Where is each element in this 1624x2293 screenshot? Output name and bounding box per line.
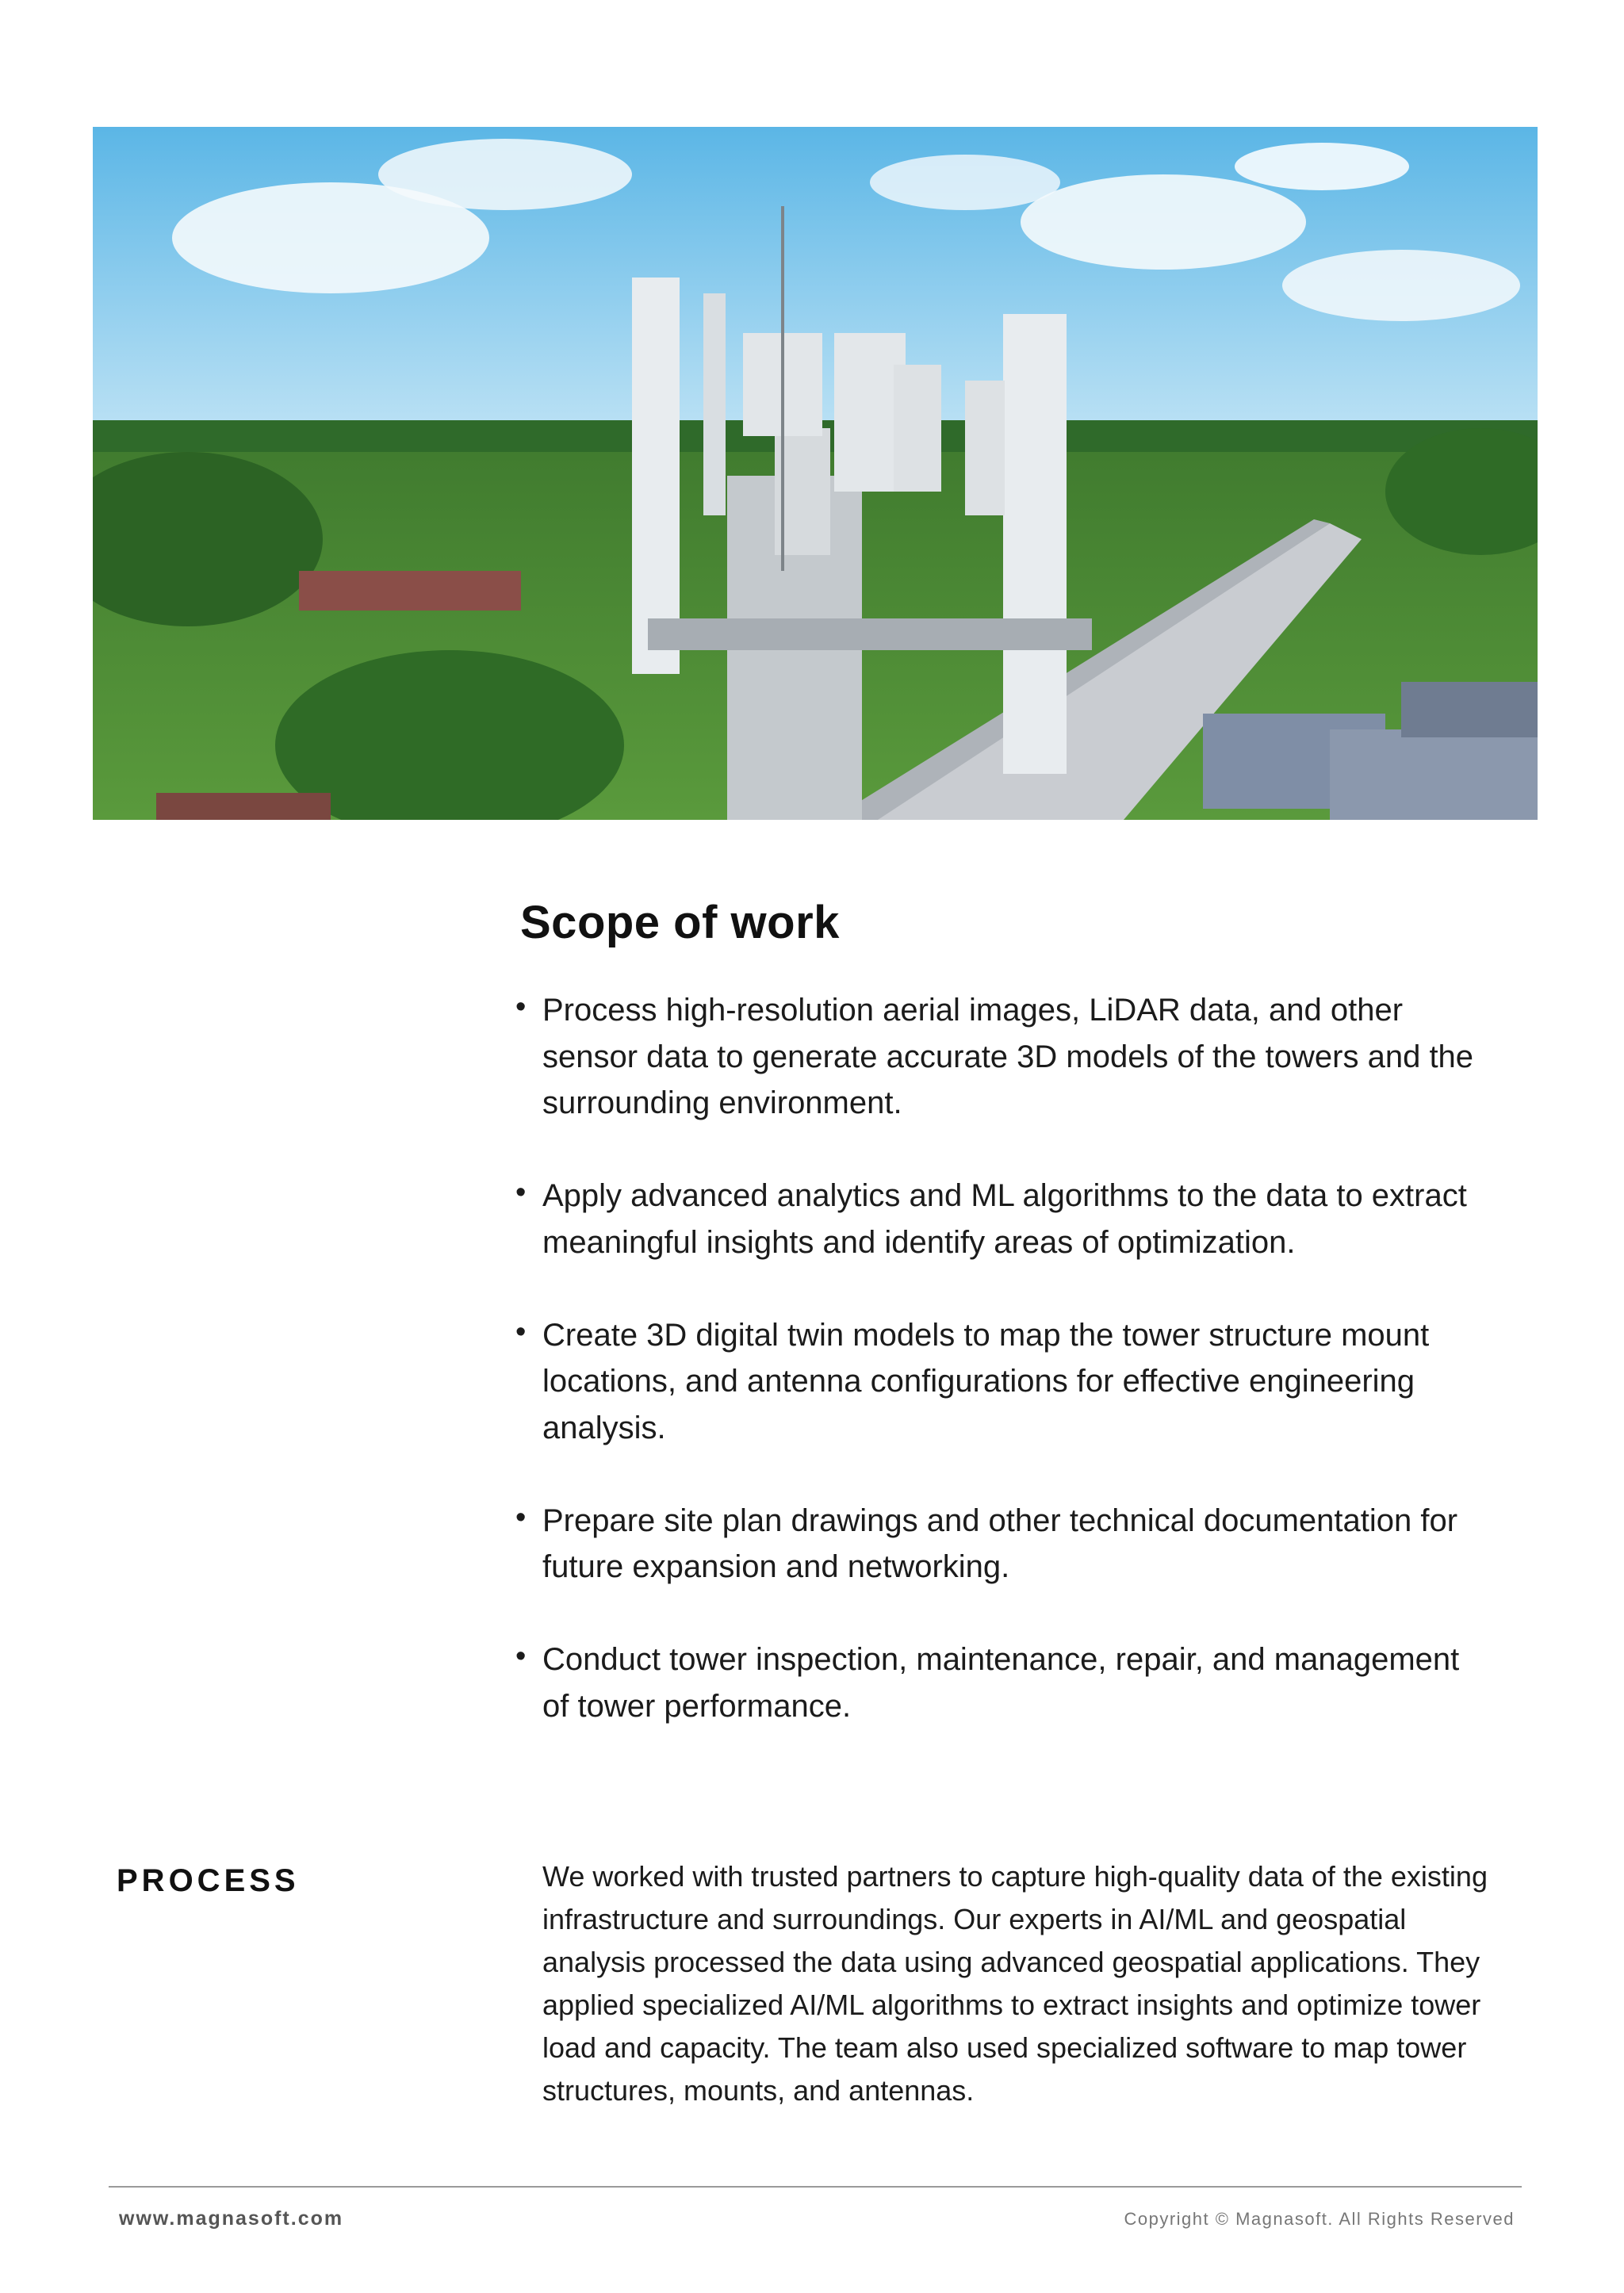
bullet-icon: • bbox=[515, 1176, 527, 1209]
list-item-text: Prepare site plan drawings and other technical documentation for future expansion and networking. bbox=[542, 1503, 1458, 1584]
footer-divider bbox=[109, 2186, 1522, 2188]
list-item bbox=[515, 1498, 1483, 1591]
list-item bbox=[515, 1173, 1483, 1265]
scope-title: Scope of work bbox=[520, 897, 840, 948]
bullet-icon: • bbox=[515, 1315, 527, 1349]
bullet-icon: • bbox=[515, 1640, 527, 1673]
list-item-text: Apply advanced analytics and ML algorithms to the data to extract meaningful insights and identify areas of optimization. bbox=[542, 1178, 1467, 1260]
process-paragraph: We worked with trusted partners to capture high-quality data of the existing infrastructure and surroundings. Our experts in AI/ML and geospatial analysis processed the data using advanced geospatial applications. They applied specialized AI/ML algorithms to extract insights and optimize tower load and capacity. The team also used specialized software to map tower structures, mounts, and antennas. bbox=[542, 1860, 1488, 2107]
bullet-icon: • bbox=[515, 990, 527, 1024]
bullet-icon: • bbox=[515, 1500, 527, 1534]
cell-tower-aerial-photo bbox=[93, 127, 1538, 820]
hero-image bbox=[93, 127, 1538, 820]
list-item-text: Process high-resolution aerial images, LiDAR data, and other sensor data to generate accurate 3D models of the towers and the surrounding environment. bbox=[542, 993, 1474, 1120]
list-item-text: Create 3D digital twin models to map the tower structure mount locations, and antenna configurations for effective engineering analysis. bbox=[542, 1317, 1430, 1445]
list-item bbox=[515, 1636, 1483, 1729]
footer-website-link[interactable]: www.magnasoft.com bbox=[119, 2207, 344, 2230]
list-item-text: Conduct tower inspection, maintenance, repair, and management of tower performance. bbox=[542, 1642, 1460, 1724]
scope-list bbox=[515, 987, 1483, 1776]
list-item bbox=[515, 1312, 1483, 1452]
process-label: PROCESS bbox=[117, 1863, 300, 1898]
footer-copyright: Copyright © Magnasoft. All Rights Reserved bbox=[1124, 2209, 1515, 2229]
list-item bbox=[515, 987, 1483, 1127]
